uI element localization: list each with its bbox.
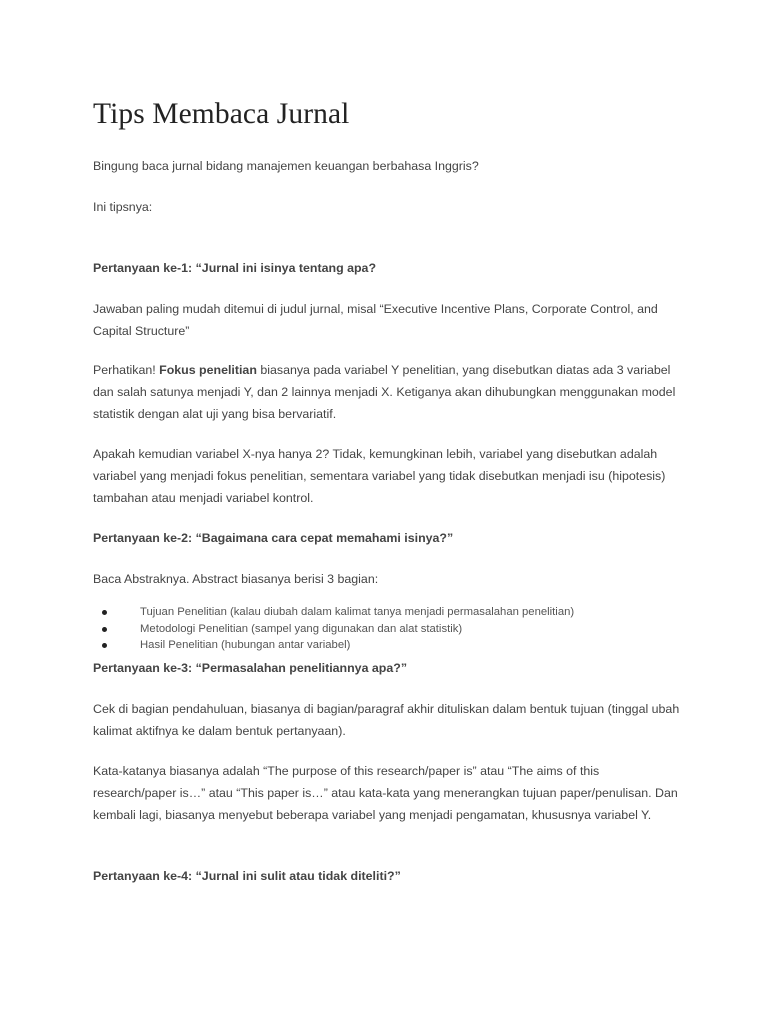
- question-4-heading: Pertanyaan ke-4: “Jurnal ini sulit atau tidak diteliti?”: [93, 869, 401, 883]
- bullet-icon: [102, 627, 107, 632]
- keywords-paragraph: Kata-katanya biasanya adalah “The purpose of this research/paper is” atau “The aims of this research/paper is…” atau “This paper is…” atau kata-kata yang menerangkan tujuan paper/penulisan. Dan kembali lagi, biasanya menyebut beberapa variabel yang menjadi pengamatan, khususnya variabel Y.: [93, 764, 678, 822]
- focus-lead: Perhatikan!: [93, 363, 160, 377]
- bullet-icon: [102, 610, 107, 615]
- tips-label: Ini tipsnya:: [93, 200, 153, 214]
- bullet-icon: [102, 643, 107, 648]
- page-title: Tips Membaca Jurnal: [93, 98, 350, 130]
- list-item-text: Tujuan Penelitian (kalau diubah dalam kalimat tanya menjadi permasalahan penelitian): [140, 606, 575, 618]
- focus-paragraph: [93, 359, 683, 425]
- abstract-paragraph: Baca Abstraknya. Abstract biasanya berisi 3 bagian:: [93, 572, 379, 586]
- intro-paragraph: Bingung baca jurnal bidang manajemen keuangan berbahasa Inggris?: [93, 159, 479, 173]
- question-1-heading: Pertanyaan ke-1: “Jurnal ini isinya tentang apa?: [93, 261, 377, 275]
- question-3-heading: Pertanyaan ke-3: “Permasalahan penelitiannya apa?”: [93, 661, 408, 675]
- focus-bold: Fokus penelitian: [159, 363, 257, 377]
- variable-paragraph: Apakah kemudian variabel X-nya hanya 2? Tidak, kemungkinan lebih, variabel yang disebutkan adalah variabel yang menjadi fokus penelitian, sementara variabel yang tidak disebutkan menjadi isu (hipotesis) tambahan atau menjadi variabel kontrol.: [93, 447, 666, 505]
- list-item-text: Metodologi Penelitian (sampel yang digunakan dan alat statistik): [140, 622, 463, 635]
- answer-1-paragraph: Jawaban paling mudah ditemui di judul jurnal, misal “Executive Incentive Plans, Corporate Control, and Capital Structure”: [93, 302, 658, 338]
- focus-rest: biasanya pada variabel Y penelitian, yang disebutkan diatas ada 3 variabel dan salah satunya menjadi Y, dan 2 lainnya menjadi X. Ketiganya akan dihubungkan menggunakan model statistik dengan alat uji yang bisa bervariatif.: [93, 363, 676, 421]
- list-item-text: Hasil Penelitian (hubungan antar variabel): [140, 639, 351, 651]
- abstract-parts-list: [93, 604, 693, 654]
- list-item: [93, 621, 693, 638]
- list-item: [93, 637, 693, 654]
- introduction-paragraph: Cek di bagian pendahuluan, biasanya di bagian/paragraf akhir dituliskan dalam bentuk tujuan (tinggal ubah kalimat aktifnya ke dalam bentuk pertanyaan).: [93, 702, 680, 738]
- question-2-heading: Pertanyaan ke-2: “Bagaimana cara cepat memahami isinya?”: [93, 531, 454, 545]
- list-item: [93, 604, 693, 621]
